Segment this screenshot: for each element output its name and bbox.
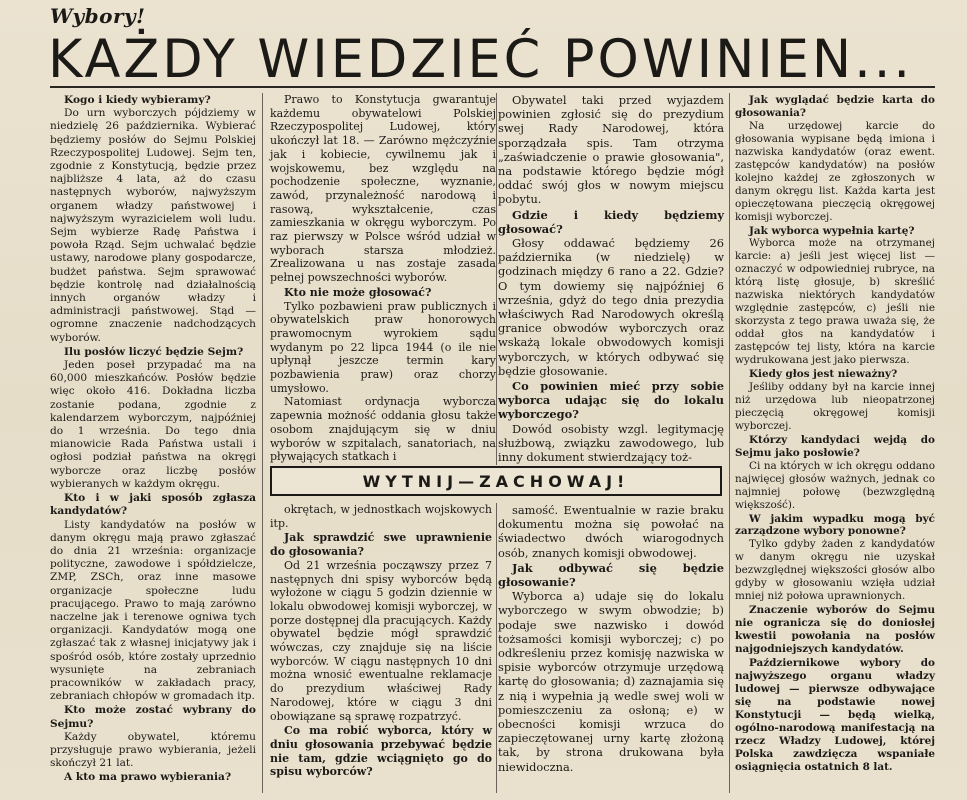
column-divider [729,93,730,793]
column-3-top [498,93,724,468]
article-subheading: Kto może zostać wybrany do Sejmu? [50,704,256,730]
column-3-bottom [498,503,724,793]
article-paragraph: Wyborca może na otrzymanej karcie: a) jeśli jest więcej list — oznaczyć w odpowiedniej rubryce, na którą listę głosuje, b) skreślić nazwiska niektórych kandydatów względnie zastępców, c) jeśli nie skorzysta z tego prawa uważa się, że oddał głos na kandydatów i zastępców tej listy, która na karcie wydrukowana jest jako pierwsza. [735,237,935,367]
article-paragraph: Jeden poseł przypadać ma na 60,000 mieszkańców. Posłów będzie więc około 416. Dokładna liczba zostanie podana, zgodnie z kalendarzem wyborczym, najpóźniej do 1 września. Do tego dnia mianowicie Rada Państwa ustali i ogłosi podział państwa na okręgi wyborcze oraz liczbę posłów wybieranych w każdym okręgu. [50,359,256,490]
column-4 [735,93,935,793]
headline: KAŻDY WIEDZIEĆ POWINIEN... [48,29,914,90]
column-2-bottom [270,503,492,793]
column-1 [50,93,256,793]
article-paragraph: samość. Ewentualnie w razie braku dokumentu można się powołać na świadectwo dwóch wiarogodnych osób, znanych komisji obwodowej. [498,503,724,560]
article-subheading: Co powinien mieć przy sobie wyborca udając się do lokalu wyborczego? [498,379,724,422]
article-paragraph: Obywatel taki przed wyjazdem powinien zgłosić się do prezydium swej Rady Narodowej, która sporządzała spis. Tam otrzyma „zaświadczenie o prawie głosowania", na podstawie którego będzie mógł oddać swój głos w nowym miejscu pobytu. [498,93,724,207]
article-subheading: Znaczenie wyborów do Sejmu nie ogranicza się do doniosłej kwestii powołania na posłów najgodniejszych kandydatów. [735,604,935,656]
article-subheading: Co ma robić wyborca, który w dniu głosowania przebywać będzie nie tam, gdzie wciągnięto go do spisu wyborców? [270,724,492,779]
column-2-top [270,93,496,468]
banner-text: WYTNIJ—ZACHOWAJ! [362,471,630,491]
article-subheading: W jakim wypadku mogą być zarządzone wybory ponowne? [735,512,935,538]
column-divider [496,93,497,465]
article-paragraph: Każdy obywatel, któremu przysługuje prawo wybierania, jeżeli skończył 21 lat. [50,730,256,770]
headline-rule [50,86,935,88]
article-paragraph: Od 21 września począwszy przez 7 następnych dni spisy wyborców będą wyłożone w ciągu 5 godzin dziennie w lokalu obwodowej komisji wyborczej, w porze dostępnej dla pracujących. Każdy obywatel będzie mógł sprawdzić wówczas, czy znajduje się na liście wyborców. W ciągu następnych 10 dni można wnosić ewentualne reklamacje do prezydium właściwej Rady Narodowej, które w ciągu 3 dni obowiązane są sprawę rozpatrzyć. [270,558,492,723]
article-subheading: Ilu posłów liczyć będzie Sejm? [64,345,244,358]
article-paragraph: Tylko pozbawieni praw publicznych i obywatelskich praw honorowych prawomocnym wyrokiem sądu wydanym po 22 lipca 1944 (o ile nie upłynął jeszcze termin kary pozbawienia praw) oraz chorzy umysłowo. [270,299,496,395]
article-paragraph: Głosy oddawać będziemy 26 października (w niedzielę) w godzinach między 6 rano a 22. Gdzie? O tym dowiemy się najpóźniej 6 września, gdyż do tego dnia prezydia właściwych Rad Narodowych określą granice obwodów wyborczych oraz wskażą lokale obwodowych komisji wyborczych, w których odbywać się będzie głosowanie. [498,236,724,378]
section-kicker: Wybory! [50,4,146,28]
article-paragraph: okrętach, w jednostkach wojskowych itp. [270,503,492,530]
article-paragraph: Jeśliby oddany był na karcie innej niż urzędowa lub nieopatrzonej pieczęcią okręgowej komisji wyborczej. [735,380,935,432]
article-paragraph: Do urn wyborczych pójdziemy w niedzielę 26 października. Wybierać będziemy posłów do Sejmu Polskiej Rzeczypospolitej Ludowej. Sejm ten, zgodnie z Konstytucją, będzie przez najbliższe 4 lata, aż do czasu następnych wyborów, najwyższym organem władzy państwowej i najwyższym wyrazicielem woli ludu. Sejm wybierze Radę Państwa i powoła Rząd. Sejm uchwalać będzie ustawy, narodowe plany gospodarcze, budżet państwa. Sejm sprawować będzie kontrolę nad działalnością innych organów władzy i administracji państwowej. Stąd — ogromne znaczenie nadchodzących wyborów. [50,107,256,344]
article-paragraph: Wyborca a) udaje się do lokalu wyborczego w swym obwodzie; b) podaje swe nazwisko i dowód tożsamości komisji wyborczej; c) po odkreśleniu przez komisję nazwiska w spisie wyborców otrzymuje urzędową kartę do głosowania; d) zaznajamia się z nią i wypełnia ją wedle swej woli w pomieszczeniu za osłoną; e) w obecności komisji wrzuca do zapieczętowanej urny kartę złożoną tak, by strona drukowana była niewidoczna. [498,589,724,774]
article-subheading: Którzy kandydaci wejdą do Sejmu jako posłowie? [735,433,935,459]
article-subheading: Gdzie i kiedy będziemy głosować? [498,207,724,236]
article-paragraph: Ci na których w ich okręgu oddano najwięcej głosów ważnych, jednak co najmniej połowę (bezwzględną większość). [735,459,935,511]
article-subheading: Kto nie może głosować? [284,285,432,299]
article-subheading: Kiedy głos jest nieważny? [749,368,898,381]
article-paragraph: Listy kandydatów na posłów w danym okręgu mają prawo zgłaszać do dnia 21 września: organizacje polityczne, zawodowe i spółdzielcze, ZMP, ZSCh, oraz inne masowe organizacje społeczne ludu pracującego. Prawo to mają zarówno naczelne jak i terenowe ogniwa tych organizacji. Kandydatów mogą one zgłaszać tak z własnej inicjatywy jak i spośród osób, które zostały uprzednio wysunięte na zebraniach pracowników w zakładach pracy, zebraniach chłopów w gromadach itp. [50,518,256,703]
cut-out-banner [270,466,722,496]
article-subheading: Jak sprawdzić swe uprawnienie do głosowania? [270,531,492,559]
article-paragraph: Tylko gdyby żaden z kandydatów w danym okręgu nie uzyskał bezwzględnej większości głosów albo gdyby w głosowaniu wzięła udział mniej niż połowa uprawnionych. [735,538,935,603]
article-paragraph: Dowód osobisty wzgl. legitymację służbową, związku zawodowego, lub inny dokument stwierdzający toż- [498,421,724,465]
column-divider [496,503,497,793]
article-subheading: Jak odbywać się będzie głosowanie? [498,560,724,590]
article-paragraph: Natomiast ordynacja wyborcza zapewnia możność oddania głosu także osobom znajdującym się w dniu wyborów w szpitalach, sanatoriach, na pływających statkach i [270,395,496,464]
article-subheading: Jak wyborca wypełnia kartę? [749,224,915,237]
article-subheading: Październikowe wybory do najwyższego organu władzy ludowej — pierwsze odbywające się na podstawie nowej Konstytucji — będą wielką, ogólno-narodową manifestacją na rzecz Władzy Ludowej, której Polska zawdzięcza wspaniałe osiągnięcia ostatnich 8 lat. [735,656,935,773]
article-subheading: Kogo i kiedy wybieramy? [64,94,211,106]
column-divider [262,93,263,793]
article-paragraph: Prawo to Konstytucja gwarantuje każdemu obywatelowi Polskiej Rzeczypospolitej Ludowej, który ukończył lat 18. — Zarówno mężczyźnie jak i kobiecie, cywilnemu jak i wojskowemu, bez względu na pochodzenie społeczne, wyznanie, zawód, przynależność narodową i rasową, wykształcenie, czas zamieszkania w okręgu wyborczym. Po raz pierwszy w Polsce wśród udział w wyborach starsza młodzież. Zrealizowana u nas zostaje zasada pełnej powszechności wyborów. [270,93,496,285]
article-subheading: Jak wyglądać będzie karta do głosowania? [735,94,935,119]
article-subheading: Kto i w jaki sposób zgłasza kandydatów? [50,492,256,518]
article-paragraph: Na urzędowej karcie do głosowania wypisane będą imiona i nazwiska kandydatów (oraz ewent. zastępców kandydatów) na posłów kolejno każdej ze zgłoszonych w danym okręgu list. Każda karta jest opieczętowana pieczęcią okręgowej komisji wyborczej. [735,119,935,223]
article-subheading: A kto ma prawo wybierania? [64,771,232,784]
